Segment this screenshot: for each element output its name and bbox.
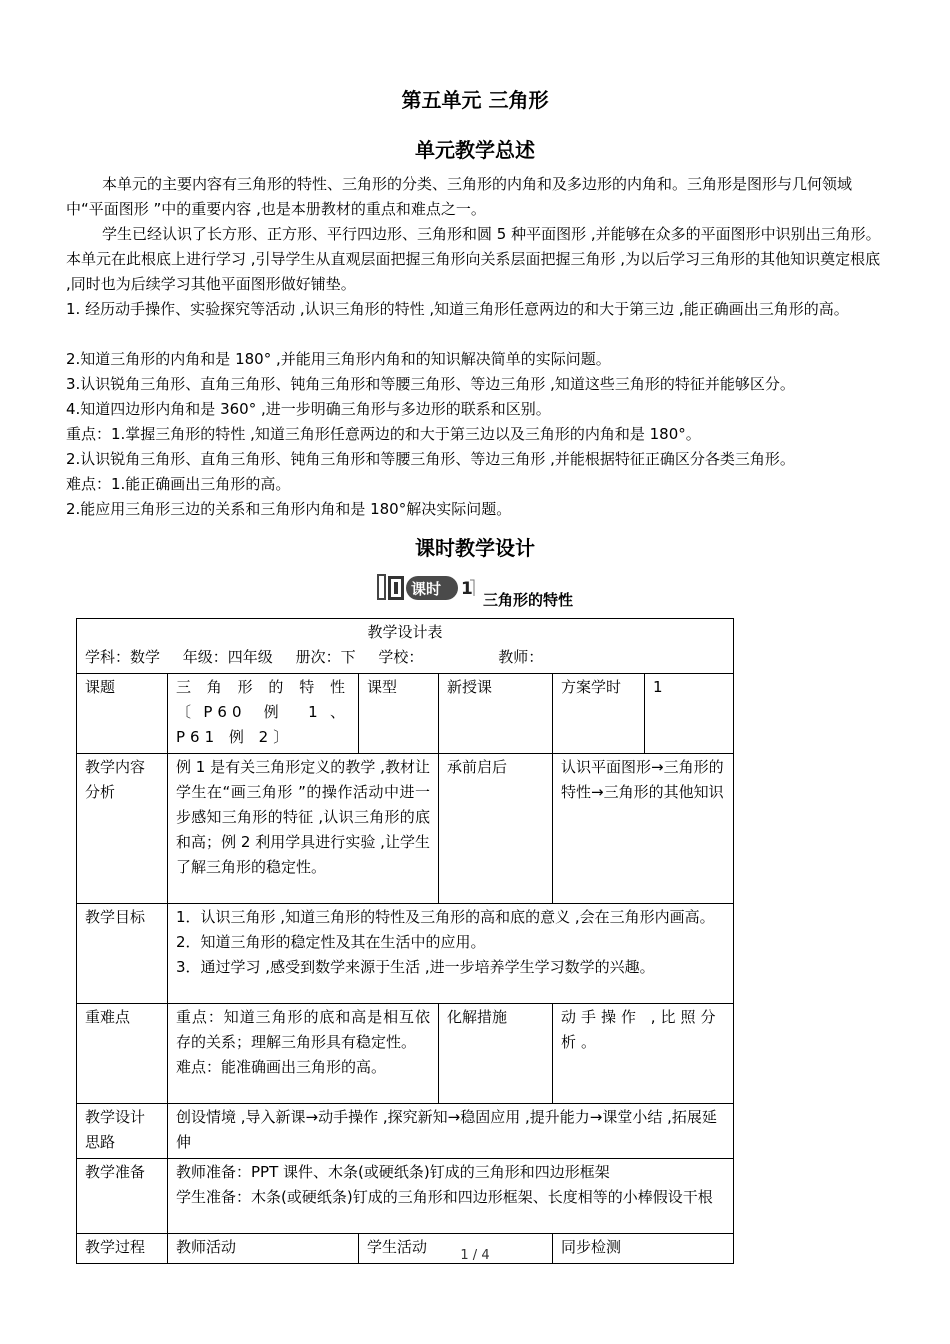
content-analysis-text: 例 1 是有关三角形定义的教学 ,教材让学生在“画三角形 ”的操作活动中进一步感知三角形的特征 ,认识三角形的底和高；例 2 利用学具进行实验 ,让学生了解三角形的稳定性。: [168, 754, 439, 904]
goal-item: 3.认识锐角三角形、直角三角形、钝角三角形和等腰三角形、等边三角形 ,知道这些三角形的特征并能够区分。: [66, 375, 795, 393]
difficulty-item: 难点：1.能正确画出三角形的高。: [66, 475, 291, 493]
objective-item: 2．知道三角形的稳定性及其在生活中的应用。: [176, 933, 486, 951]
type-value: 新授课: [439, 674, 553, 754]
key-point-item: 重点：1.掌握三角形的特性 ,知道三角形任意两边的和大于第三边以及三角形的内角和是 180°。: [66, 425, 701, 443]
topic-value: 三角形的特性〔P60 例 1、P61 例 2〕: [168, 674, 359, 754]
table-header-row: [77, 619, 734, 674]
design-approach-label: 教学设计思路: [77, 1104, 168, 1159]
table-row: [77, 1104, 734, 1159]
school-info: 学校：: [378, 648, 424, 666]
process-label: 教学过程: [77, 1234, 168, 1264]
difficulty-item: 2.能应用三角形三边的关系和三角形内角和是 180°解决实际问题。: [66, 500, 512, 518]
objective-item: 1．认识三角形 ,知道三角形的特性及三角形的高和底的意义 ,会在三角形内画高。: [176, 908, 715, 926]
overview-paragraph-2: 学生已经认识了长方形、正方形、平行四边形、三角形和圆 5 种平面图形 ,并能够在众多的平面图形中识别出三角形。本单元在此根底上进行学习 ,引导学生从直观层面把握三角形向关系层面把握三角形 ,为以后学习三角形的其他知识奠定根底 ,同时也为后续学习其他平面图形做好铺垫。: [66, 225, 881, 293]
table-row: [77, 674, 734, 754]
key-difficulty-label: 重难点: [77, 1004, 168, 1104]
student-preparation: 学生准备：木条(或硬纸条)钉成的三角形和四边形框架、长度相等的小棒假设干根: [176, 1188, 713, 1206]
preparation-cell: [168, 1159, 734, 1234]
objective-item: 3．通过学习 ,感受到数学来源于生活 ,进一步培养学生学习数学的兴趣。: [176, 958, 655, 976]
lesson-design-title: 课时教学设计: [415, 536, 535, 560]
volume-info: 册次：下: [295, 648, 356, 666]
content-analysis-label: 教学内容分析: [77, 754, 168, 904]
key-difficulty-cell: [168, 1004, 439, 1104]
continuity-text: 认识平面图形→三角形的特性→三角形的其他知识: [553, 754, 734, 904]
hours-label: 方案学时: [553, 674, 645, 754]
table-row: [77, 1004, 734, 1104]
key-point-text: 重点：知道三角形的底和高是相互依存的关系；理解三角形具有稳定性。: [176, 1008, 430, 1051]
table-caption: 教学设计表: [367, 623, 443, 641]
table-row: [77, 754, 734, 904]
key-point-item: 2.认识锐角三角形、直角三角形、钝角三角形和等腰三角形、等边三角形 ,并能根据特征正确区分各类三角形。: [66, 450, 795, 468]
design-approach-text: 创设情境 ,导入新课→动手操作 ,探究新知→稳固应用 ,提升能力→课堂小结 ,拓展延伸: [168, 1104, 734, 1159]
teacher-activity-header: 教师活动: [168, 1234, 359, 1264]
student-activity-header: 学生活动: [359, 1234, 553, 1264]
subject-info: 学科：数学: [85, 648, 161, 666]
resolution-text: 动手操作 ,比照分析。: [553, 1004, 734, 1104]
teacher-info: 教师：: [498, 648, 544, 666]
page-number: 1 / 4: [460, 1248, 490, 1263]
goal-item: 1. 经历动手操作、实验探究等活动 ,认识三角形的特性 ,知道三角形任意两边的和大于第三边 ,能正确画出三角形的高。: [66, 300, 849, 318]
objectives-cell: [168, 904, 734, 1004]
teacher-preparation: 教师准备：PPT 课件、木条(或硬纸条)钉成的三角形和四边形框架: [176, 1163, 610, 1181]
goal-item: 2.知道三角形的内角和是 180° ,并能用三角形内角和的知识解决简单的实际问题。: [66, 350, 611, 368]
sync-check-header: 同步检测: [553, 1234, 734, 1264]
table-row: [77, 1159, 734, 1234]
lesson-badge-icon: [376, 570, 476, 604]
lesson-title: 三角形的特性: [483, 591, 574, 609]
difficulty-text: 难点：能准确画出三角形的高。: [176, 1058, 387, 1076]
hours-value: 1: [645, 674, 734, 754]
table-info-line: [85, 645, 725, 670]
lesson-badge-text: 课时: [411, 580, 442, 598]
resolution-label: 化解措施: [439, 1004, 553, 1104]
objectives-label: 教学目标: [77, 904, 168, 1004]
overview-paragraph-1: 本单元的主要内容有三角形的特性、三角形的分类、三角形的内角和及多边形的内角和。三角形是图形与几何领域中“平面图形 ”中的重要内容 ,也是本册教材的重点和难点之一。: [66, 175, 853, 218]
goal-item: 4.知道四边形内角和是 360° ,进一步明确三角形与多边形的联系和区别。: [66, 400, 551, 418]
table-header-cell: [77, 619, 734, 674]
preparation-label: 教学准备: [77, 1159, 168, 1234]
topic-label: 课题: [77, 674, 168, 754]
lesson-number: 1: [461, 579, 473, 599]
type-label: 课型: [359, 674, 439, 754]
overview-title: 单元教学总述: [415, 138, 535, 162]
grade-info: 年级：四年级: [182, 648, 273, 666]
table-row: [77, 904, 734, 1004]
unit-title: 第五单元 三角形: [401, 88, 549, 112]
teaching-design-table: [76, 618, 734, 1264]
continuity-label: 承前启后: [439, 754, 553, 904]
